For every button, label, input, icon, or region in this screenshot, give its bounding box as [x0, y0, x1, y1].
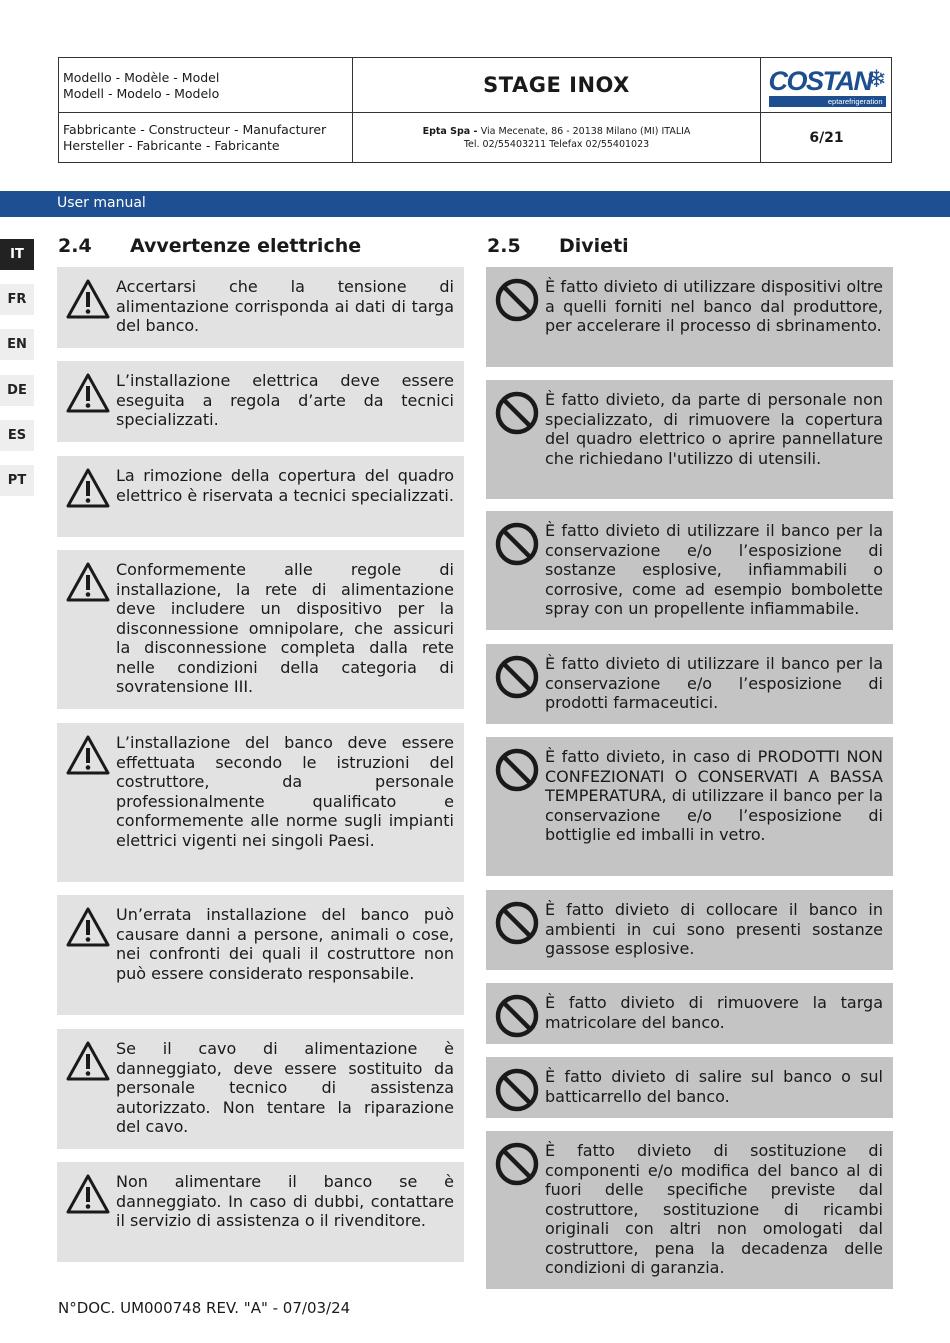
prohibition-box — [486, 983, 893, 1044]
prohibition-box — [486, 644, 893, 724]
model-value: STAGE INOX — [353, 58, 761, 113]
language-tab-de[interactable]: DE — [0, 375, 34, 406]
warning-box — [57, 267, 464, 348]
warning-triangle-icon — [65, 733, 111, 779]
warning-text: Non alimentare il banco se è danneggiato. In caso di dubbi, contattare il servizio di assistenza o il rivenditore. — [116, 1172, 454, 1230]
prohibition-box — [486, 1131, 893, 1289]
warning-text: Conformemente alle regole di installazione, la rete di alimentazione deve includere un dispositivo per la disconnessione omnipolare, che assicuri la disconnessione completa dalla rete nelle condizioni della categoria di sovratensione III. — [116, 560, 454, 696]
model-label-line2: Modell - Modelo - Modelo — [63, 86, 220, 101]
prohibition-icon — [494, 747, 540, 793]
model-label-line1: Modello - Modèle - Model — [63, 70, 220, 85]
prohibition-icon — [494, 1067, 540, 1113]
prohibition-icon — [494, 900, 540, 946]
document-header-table — [58, 57, 892, 163]
prohibition-box — [486, 511, 893, 630]
prohibition-box — [486, 1057, 893, 1118]
prohibition-text: È fatto divieto di salire sul banco o sul batticarrello del banco. — [545, 1067, 883, 1106]
manufacturer-label-line1: Fabbricante - Constructeur - Manufacturer — [63, 122, 327, 137]
prohibition-icon — [494, 390, 540, 436]
section-band — [0, 191, 950, 217]
section-title-prohibitions — [487, 235, 629, 257]
warning-text: La rimozione della copertura del quadro elettrico è riservata a tecnici specializzati. — [116, 466, 454, 505]
warning-text: Un’errata installazione del banco può causare danni a persone, animali o cose, nei confronti dei quali il costruttore non può essere considerato responsabile. — [116, 905, 454, 983]
prohibition-icon — [494, 521, 540, 567]
language-tab-es[interactable]: ES — [0, 420, 34, 451]
warning-triangle-icon — [65, 371, 111, 417]
warning-triangle-icon — [65, 905, 111, 951]
language-tab-it[interactable]: IT — [0, 239, 34, 270]
language-tab-pt[interactable]: PT — [0, 465, 34, 496]
prohibition-box — [486, 267, 893, 367]
manufacturer-label — [59, 113, 353, 163]
prohibition-text: È fatto divieto, da parte di personale non specializzato, di rimuovere la copertura del quadro elettrico o aprire pannellature che richiedano l'utilizzo di utensili. — [545, 390, 883, 468]
warning-triangle-icon — [65, 560, 111, 606]
prohibition-box — [486, 380, 893, 499]
prohibition-text: È fatto divieto, in caso di PRODOTTI NON CONFEZIONATI O CONSERVATI A BASSA TEMPERATURA, di utilizzare il banco per la conservazione e/o l’esposizione di bottiglie ed imballi in vetro. — [545, 747, 883, 844]
brand-logo — [761, 58, 892, 113]
model-label — [59, 58, 353, 113]
section-heading: Avvertenze elettriche — [130, 235, 362, 257]
warning-box — [57, 456, 464, 537]
manufacturer-label-line2: Hersteller - Fabricante - Fabricante — [63, 138, 280, 153]
prohibition-icon — [494, 993, 540, 1039]
manufacturer-name: Epta Spa - — [422, 126, 481, 137]
warning-triangle-icon — [65, 1039, 111, 1085]
manufacturer-phone: Tel. 02/55403211 Telefax 02/55401023 — [463, 139, 650, 150]
warning-box — [57, 361, 464, 442]
language-tab-en[interactable]: EN — [0, 329, 34, 360]
prohibition-text: È fatto divieto di rimuovere la targa matricolare del banco. — [545, 993, 883, 1032]
prohibition-text: È fatto divieto di collocare il banco in ambienti in cui sono presenti sostanze gassose esplosive. — [545, 900, 883, 958]
section-title-warnings — [58, 235, 361, 257]
warning-text: Accertarsi che la tensione di alimentazione corrisponda ai dati di targa del banco. — [116, 277, 454, 335]
prohibition-text: È fatto divieto di utilizzare il banco per la conservazione e/o l’esposizione di prodotti farmaceutici. — [545, 654, 883, 712]
document-footer: N°DOC. UM000748 REV. "A" - 07/03/24 — [58, 1299, 351, 1317]
section-heading: Divieti — [559, 235, 629, 257]
prohibition-box — [486, 737, 893, 876]
snowflake-icon: ❄ — [866, 65, 887, 93]
warning-box — [57, 1162, 464, 1262]
warning-text: Se il cavo di alimentazione è danneggiato, deve essere sostituito da personale tecnico di assistenza autorizzato. Non tentare la riparazione del cavo. — [116, 1039, 454, 1136]
band-label: User manual — [57, 195, 146, 211]
section-number: 2.5 — [487, 235, 521, 257]
warning-box — [57, 895, 464, 1015]
logo-wordmark: COSTAN — [768, 66, 872, 96]
prohibition-box — [486, 890, 893, 970]
warning-box — [57, 550, 464, 709]
warning-box — [57, 723, 464, 882]
warning-text: L’installazione del banco deve essere effettuata secondo le istruzioni del costruttore, da personale professionalmente qualificato e conformemente alle norme sugli impianti elettrici vigenti nei singoli Paesi. — [116, 733, 454, 850]
prohibition-text: È fatto divieto di sostituzione di componenti e/o modifica del banco al di fuori delle specifiche previste dal costruttore, sostituzione di ricambi originali con altri non omologati dal costruttore, pena la decadenza delle condizioni di garanzia. — [545, 1141, 883, 1277]
prohibition-icon — [494, 277, 540, 323]
warning-text: L’installazione elettrica deve essere eseguita a regola d’arte da tecnici specializzati. — [116, 371, 454, 429]
warning-triangle-icon — [65, 466, 111, 512]
prohibition-text: È fatto divieto di utilizzare il banco per la conservazione e/o l’esposizione di sostanze esplosive, infiammabili o corrosive, come ad esempio bombolette spray con un propellente infiammabile. — [545, 521, 883, 618]
language-tab-fr[interactable]: FR — [0, 284, 34, 315]
manufacturer-info — [353, 113, 761, 163]
logo-subtext: eptarefrigeration — [769, 96, 886, 107]
manufacturer-address: Via Mecenate, 86 - 20138 Milano (MI) ITALIA — [480, 126, 691, 137]
warning-triangle-icon — [65, 1172, 111, 1218]
prohibition-icon — [494, 1141, 540, 1187]
prohibition-icon — [494, 654, 540, 700]
prohibition-text: È fatto divieto di utilizzare dispositivi oltre a quelli forniti nel banco dal produttore, per accelerare il processo di sbrinamento. — [545, 277, 883, 335]
page-number: 6/21 — [809, 130, 844, 146]
section-number: 2.4 — [58, 235, 92, 257]
warning-box — [57, 1029, 464, 1149]
warning-triangle-icon — [65, 277, 111, 323]
